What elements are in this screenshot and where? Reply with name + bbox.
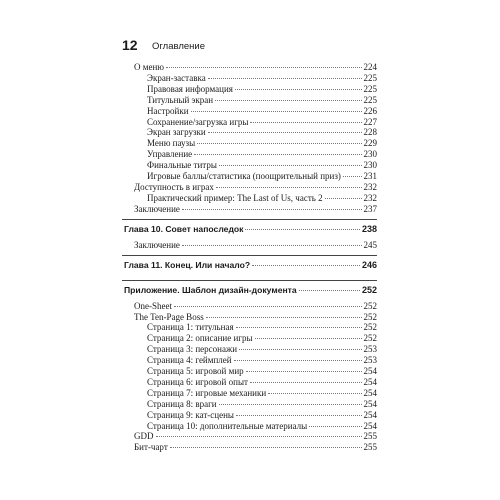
toc-entry-page: 232 — [363, 192, 377, 203]
toc-entry-page: 254 — [363, 366, 377, 377]
toc-entry-title: Игровые баллы/статистика (поощрительный приз) — [147, 171, 341, 182]
running-header — [122, 37, 205, 55]
toc-entry-page: 254 — [363, 387, 377, 398]
toc-entry-page: 230 — [363, 160, 377, 171]
toc-entry-title: Страница 8: враги — [147, 398, 217, 409]
toc-entry-page: 225 — [363, 72, 377, 83]
toc-entry-page: 238 — [361, 223, 377, 234]
dot-leader — [343, 176, 362, 177]
toc-entry[interactable] — [122, 344, 377, 355]
toc-entry-page: 252 — [363, 333, 377, 344]
page-number: 12 — [122, 37, 138, 53]
toc-entry-title: О меню — [134, 62, 164, 72]
dot-leader — [236, 327, 362, 328]
toc-entry[interactable] — [122, 95, 377, 106]
dot-leader — [309, 426, 361, 427]
toc-entry-title: Страница 10: дополнительные материалы — [147, 420, 308, 431]
toc-entry-title: Экран загрузки — [147, 127, 206, 138]
dot-leader — [191, 111, 362, 112]
toc-entry-page: 253 — [363, 344, 377, 355]
dot-leader — [219, 404, 362, 405]
toc-entry-title: Приложение. Шаблон дизайн-документа — [124, 284, 297, 295]
toc-chapter-entry[interactable] — [122, 223, 377, 235]
dot-leader — [208, 132, 362, 133]
toc-entry-title: Настройки — [147, 105, 189, 116]
dot-leader — [246, 371, 362, 372]
toc-entry-page: 226 — [363, 105, 377, 116]
toc-entry-title: Глава 10. Совет напоследок — [124, 223, 244, 234]
toc-entry-page: 224 — [363, 62, 377, 72]
toc-entry-title: Правовая информация — [147, 83, 233, 94]
toc-entry-title: Меню паузы — [147, 138, 196, 149]
toc-chapter-entry[interactable] — [122, 284, 377, 296]
toc-entry[interactable] — [122, 377, 377, 388]
dot-leader — [299, 290, 360, 291]
dot-leader — [206, 317, 362, 318]
toc-entry-page: 254 — [363, 420, 377, 431]
dot-leader — [325, 198, 362, 199]
toc-chapter-entry[interactable] — [122, 259, 377, 271]
toc-entry-title: Экран-заставка — [147, 72, 206, 83]
dot-leader — [219, 165, 362, 166]
dot-leader — [252, 265, 360, 266]
toc-entry[interactable] — [122, 355, 377, 366]
toc-entry-title: Титульный экран — [147, 94, 214, 105]
dot-leader — [166, 67, 362, 68]
toc-entry-page: 255 — [363, 431, 377, 442]
toc-entry-page: 254 — [363, 409, 377, 420]
toc-entry-page: 237 — [363, 203, 377, 214]
toc-entry-title: Управление — [147, 149, 193, 160]
dot-leader — [236, 415, 362, 416]
dot-leader — [197, 143, 361, 144]
toc-entry-page: 225 — [363, 83, 377, 94]
toc-entry[interactable] — [122, 388, 377, 399]
toc-entry[interactable] — [122, 106, 377, 117]
dot-leader — [239, 349, 361, 350]
table-of-contents — [122, 62, 377, 453]
dot-leader — [194, 154, 361, 155]
toc-entry-page: 246 — [361, 259, 377, 270]
toc-entry-page: 253 — [363, 355, 377, 366]
toc-entry-title: Страница 7: игровые механики — [147, 387, 267, 398]
toc-entry-page: 252 — [363, 300, 377, 311]
dot-leader — [208, 78, 362, 79]
toc-entry[interactable] — [122, 333, 377, 344]
toc-entry-page: 252 — [363, 322, 377, 333]
toc-entry[interactable] — [122, 138, 377, 149]
running-header-title: Оглавление — [152, 41, 205, 52]
toc-entry[interactable] — [122, 193, 377, 204]
toc-entry[interactable] — [122, 117, 377, 128]
toc-entry[interactable] — [122, 127, 377, 138]
toc-entry-page: 232 — [363, 181, 377, 192]
toc-entry[interactable] — [122, 149, 377, 160]
toc-entry-title: One-Sheet — [134, 300, 172, 311]
toc-entry[interactable] — [122, 399, 377, 410]
toc-entry-title: GDD — [134, 431, 154, 442]
toc-entry[interactable] — [122, 421, 377, 432]
toc-entry[interactable] — [122, 160, 377, 171]
toc-entry-page: 227 — [363, 116, 377, 127]
toc-entry-title: Доступность в играх — [134, 181, 214, 192]
dot-leader — [174, 306, 362, 307]
toc-entry-title: Страница 4: геймплей — [147, 355, 232, 366]
dot-leader — [245, 229, 360, 230]
toc-entry-title: Финальные титры — [147, 160, 217, 171]
toc-entry-title: Заключение — [134, 203, 180, 214]
dot-leader — [255, 338, 362, 339]
toc-entry-title: Страница 5: игровой мир — [147, 366, 244, 377]
toc-entry-page: 254 — [363, 398, 377, 409]
toc-entry-title: Глава 11. Конец. Или начало? — [124, 259, 251, 270]
toc-entry[interactable] — [122, 171, 377, 182]
dot-leader — [216, 187, 362, 188]
toc-entry[interactable] — [122, 204, 377, 215]
toc-entry[interactable] — [122, 410, 377, 421]
toc-entry-page: 228 — [363, 127, 377, 138]
toc-entry-title: Заключение — [134, 239, 180, 250]
toc-entry[interactable] — [122, 366, 377, 377]
dot-leader — [182, 245, 362, 246]
dot-leader — [215, 100, 361, 101]
toc-entry-page: 225 — [363, 94, 377, 105]
toc-entry-title: Страница 1: титульная — [147, 322, 234, 333]
dot-leader — [250, 122, 361, 123]
toc-entry-title: Страница 6: игровой опыт — [147, 376, 248, 387]
dot-leader — [182, 209, 362, 210]
toc-entry-title: Бит-чарт — [134, 442, 168, 453]
toc-entry-title: The Ten-Page Boss — [134, 311, 204, 322]
dot-leader — [156, 436, 362, 437]
toc-entry[interactable] — [122, 431, 377, 442]
dot-leader — [250, 382, 362, 383]
toc-entry-page: 255 — [363, 442, 377, 453]
toc-entry-page: 229 — [363, 138, 377, 149]
toc-entry-page: 231 — [363, 171, 377, 182]
dot-leader — [235, 89, 362, 90]
toc-entry[interactable] — [122, 240, 377, 251]
toc-entry-title: Практический пример: The Last of Us, часть 2 — [147, 192, 323, 203]
toc-entry-page: 252 — [363, 311, 377, 322]
toc-entry-page: 245 — [363, 239, 377, 250]
dot-leader — [234, 360, 362, 361]
toc-entry-page: 252 — [361, 284, 377, 295]
toc-entry-title: Страница 9: кат-сцены — [147, 409, 234, 420]
toc-entry-title: Сохранение/загрузка игры — [147, 116, 249, 127]
dot-leader — [170, 447, 362, 448]
toc-entry-title: Страница 2: описание игры — [147, 333, 253, 344]
toc-entry[interactable] — [122, 322, 377, 333]
toc-entry-title: Страница 3: персонажи — [147, 344, 238, 355]
toc-entry[interactable] — [122, 73, 377, 84]
toc-entry[interactable] — [122, 62, 377, 73]
toc-entry[interactable] — [122, 301, 377, 312]
toc-entry[interactable] — [122, 312, 377, 323]
toc-entry[interactable] — [122, 442, 377, 453]
toc-entry[interactable] — [122, 182, 377, 193]
dot-leader — [268, 393, 361, 394]
toc-entry-page: 254 — [363, 376, 377, 387]
toc-entry[interactable] — [122, 84, 377, 95]
toc-entry-page: 230 — [363, 149, 377, 160]
